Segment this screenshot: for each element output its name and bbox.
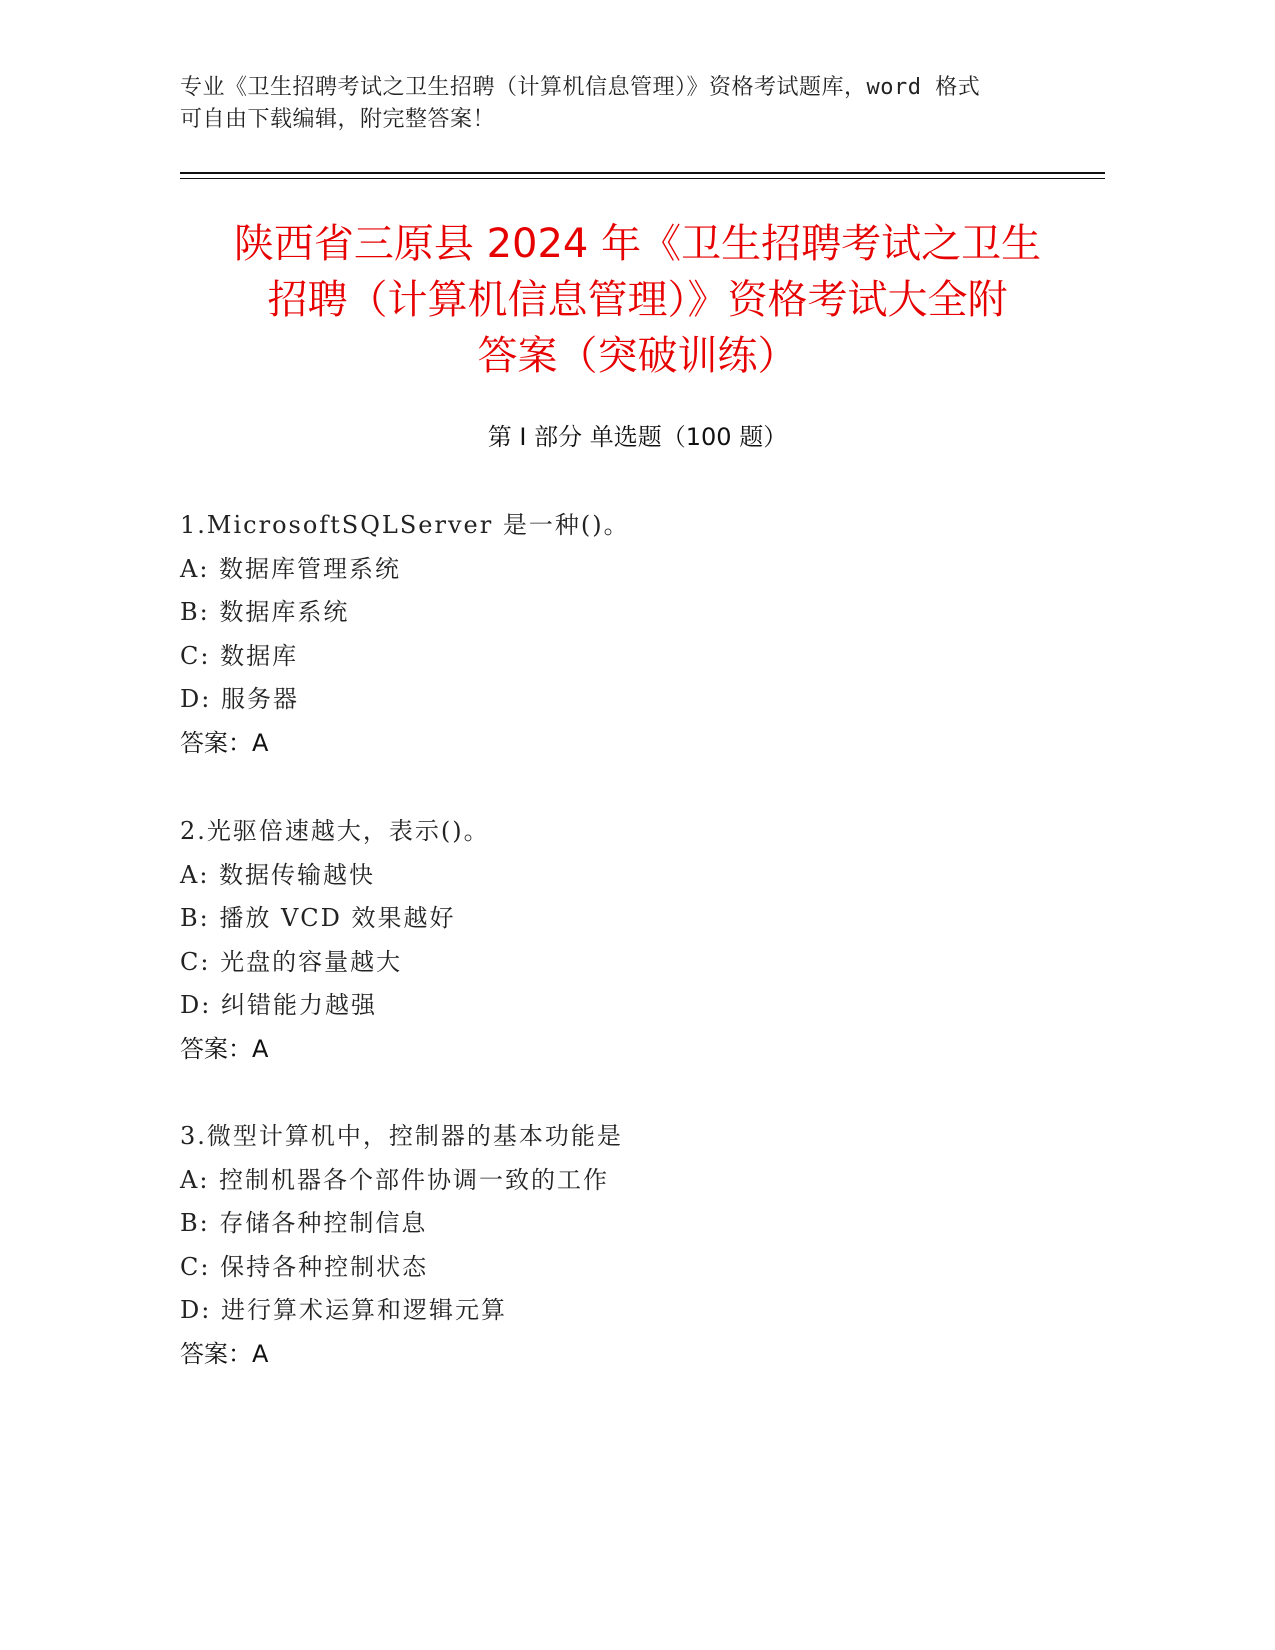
header-note bbox=[180, 72, 1080, 136]
header-divider-thin bbox=[180, 178, 1105, 179]
answer-line: 答案：A bbox=[180, 728, 269, 757]
document-title bbox=[160, 216, 1115, 384]
section-heading: 第 I 部分 单选题（100 题） bbox=[487, 423, 788, 451]
option-a: A: 数据库管理系统 bbox=[180, 554, 402, 583]
answer-line: 答案：A bbox=[180, 1339, 269, 1368]
question-1 bbox=[180, 504, 1080, 765]
option-a: A: 控制机器各个部件协调一致的工作 bbox=[180, 1165, 610, 1194]
option-c: C: 数据库 bbox=[180, 641, 299, 670]
option-d: D: 进行算术运算和逻辑元算 bbox=[180, 1296, 507, 1324]
question-stem: 3.微型计算机中，控制器的基本功能是 bbox=[180, 1122, 623, 1150]
option-d: D: 服务器 bbox=[180, 685, 299, 713]
option-b: B: 播放 VCD 效果越好 bbox=[180, 904, 456, 932]
option-c: C: 光盘的容量越大 bbox=[180, 947, 403, 976]
question-3 bbox=[180, 1115, 1080, 1376]
question-stem: 2.光驱倍速越大，表示()。 bbox=[180, 817, 490, 845]
title-line-1: 陕西省三原县 2024 年《卫生招聘考试之卫生 bbox=[233, 221, 1042, 267]
header-note-line-1: 专业《卫生招聘考试之卫生招聘（计算机信息管理）》资格考试题库，word 格式 bbox=[180, 75, 981, 100]
title-line-2: 招聘（计算机信息管理）》资格考试大全附 bbox=[267, 277, 1008, 323]
header-divider-thick bbox=[180, 172, 1105, 174]
option-b: B: 数据库系统 bbox=[180, 598, 350, 626]
option-a: A: 数据传输越快 bbox=[180, 860, 376, 889]
option-d: D: 纠错能力越强 bbox=[180, 991, 377, 1019]
option-c: C: 保持各种控制状态 bbox=[180, 1252, 429, 1281]
answer-line: 答案：A bbox=[180, 1034, 269, 1063]
header-note-line-2: 可自由下载编辑，附完整答案！ bbox=[180, 107, 496, 132]
question-stem: 1.MicrosoftSQLServer 是一种()。 bbox=[180, 511, 630, 539]
question-2 bbox=[180, 810, 1080, 1071]
option-b: B: 存储各种控制信息 bbox=[180, 1209, 428, 1237]
title-line-3: 答案（突破训练） bbox=[477, 333, 798, 379]
